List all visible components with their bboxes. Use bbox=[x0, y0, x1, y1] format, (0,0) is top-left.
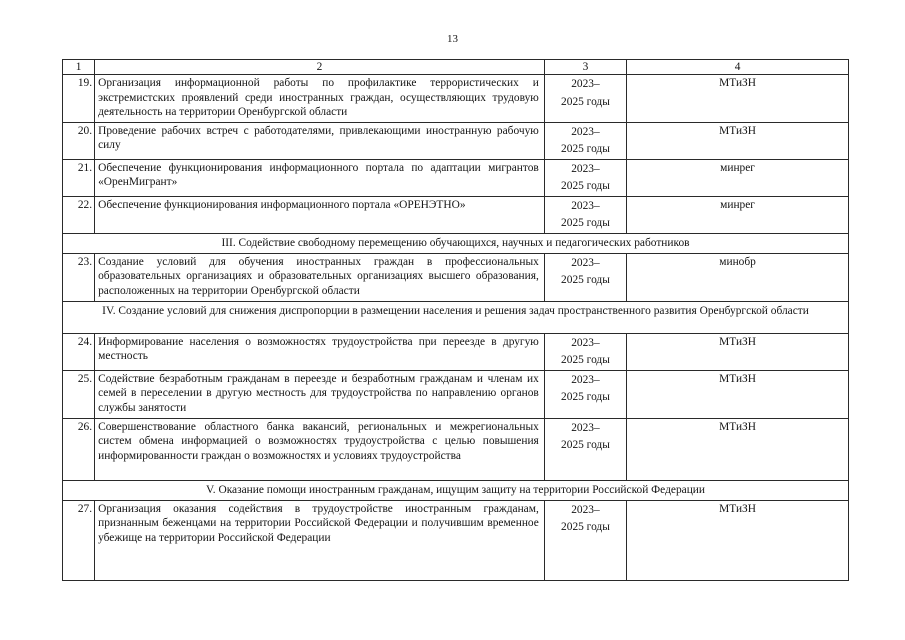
item-term bbox=[544, 75, 626, 123]
item-description: Обеспечение функционирования информационного портала по адаптации мигрантов «ОренМигрант» bbox=[95, 159, 545, 196]
term-start: 2023– bbox=[571, 199, 600, 212]
item-term bbox=[544, 253, 626, 301]
item-term bbox=[544, 333, 626, 370]
item-executor: МТиЗН bbox=[627, 75, 849, 123]
term-start: 2023– bbox=[571, 336, 600, 349]
item-number: 25. bbox=[63, 370, 95, 418]
item-number: 26. bbox=[63, 418, 95, 480]
item-term bbox=[544, 500, 626, 580]
term-end: 2025 годы bbox=[561, 439, 610, 452]
term-start: 2023– bbox=[571, 78, 600, 90]
item-executor: МТиЗН bbox=[627, 418, 849, 480]
term-end: 2025 годы bbox=[561, 180, 610, 193]
item-number: 21. bbox=[63, 159, 95, 196]
item-number: 23. bbox=[63, 253, 95, 301]
header-col-4: 4 bbox=[627, 60, 849, 75]
item-number: 27. bbox=[63, 500, 95, 580]
item-number: 24. bbox=[63, 333, 95, 370]
item-term bbox=[544, 159, 626, 196]
section-title: IV. Создание условий для снижения диспропорции в размещении населения и решения задач пространственного развития Оренбургской области bbox=[63, 301, 849, 333]
header-col-2: 2 bbox=[95, 60, 545, 75]
section-row bbox=[63, 301, 849, 333]
header-col-1: 1 bbox=[63, 60, 95, 75]
item-description: Организация информационной работы по профилактике террористических и экстремистских проявлений среди иностранных граждан, осуществляющих трудовую деятельность на территории Оренбургской области bbox=[95, 75, 545, 123]
table-body bbox=[63, 60, 849, 581]
item-description: Содействие безработным гражданам в переезде и безработным гражданам и членам их семей в переселении в другую местность для трудоустройства по направлению органов службы занятости bbox=[95, 370, 545, 418]
section-row bbox=[63, 233, 849, 253]
item-executor: МТиЗН bbox=[627, 370, 849, 418]
item-number: 22. bbox=[63, 196, 95, 233]
section-title: III. Содействие свободному перемещению обучающихся, научных и педагогических работников bbox=[63, 233, 849, 253]
section-title: V. Оказание помощи иностранным гражданам, ищущим защиту на территории Российской Федерации bbox=[63, 480, 849, 500]
item-term bbox=[544, 418, 626, 480]
item-description: Создание условий для обучения иностранных граждан в профессиональных образовательных организациях и образовательных организациях высшего образования, расположенных на территории Оренбургской области bbox=[95, 253, 545, 301]
table-row bbox=[63, 122, 849, 159]
item-executor: МТиЗН bbox=[627, 333, 849, 370]
section-row bbox=[63, 480, 849, 500]
item-executor: минобр bbox=[627, 253, 849, 301]
term-end: 2025 годы bbox=[561, 391, 610, 404]
item-number: 19. bbox=[63, 75, 95, 123]
table-row bbox=[63, 500, 849, 580]
item-description: Проведение рабочих встреч с работодателями, привлекающими иностранную рабочую силу bbox=[95, 122, 545, 159]
table-row bbox=[63, 370, 849, 418]
item-description: Информирование населения о возможностях трудоустройства при переезде в другую местность bbox=[95, 333, 545, 370]
header-col-3: 3 bbox=[544, 60, 626, 75]
item-term bbox=[544, 122, 626, 159]
item-executor: МТиЗН bbox=[627, 500, 849, 580]
table-row bbox=[63, 75, 849, 123]
item-description: Обеспечение функционирования информационного портала «ОРЕНЭТНО» bbox=[95, 196, 545, 233]
table-row bbox=[63, 196, 849, 233]
item-term bbox=[544, 196, 626, 233]
term-start: 2023– bbox=[571, 256, 600, 269]
action-plan-table bbox=[62, 59, 849, 581]
term-end: 2025 годы bbox=[561, 217, 610, 230]
page-number: 13 bbox=[447, 33, 458, 45]
term-start: 2023– bbox=[571, 373, 600, 386]
term-start: 2023– bbox=[571, 421, 600, 434]
item-executor: минрег bbox=[627, 159, 849, 196]
header-row bbox=[63, 60, 849, 75]
term-end: 2025 годы bbox=[561, 143, 610, 156]
table-row bbox=[63, 418, 849, 480]
table-row bbox=[63, 159, 849, 196]
item-description: Совершенствование областного банка вакансий, региональных и межрегиональных систем обмена информацией о возможностях трудоустройства с целью повышения информированности граждан о возможностях и условиях трудоустройства bbox=[95, 418, 545, 480]
term-end: 2025 годы bbox=[561, 95, 610, 108]
table-row bbox=[63, 253, 849, 301]
table-row bbox=[63, 333, 849, 370]
term-end: 2025 годы bbox=[561, 521, 610, 534]
term-start: 2023– bbox=[571, 162, 600, 175]
item-executor: минрег bbox=[627, 196, 849, 233]
item-executor: МТиЗН bbox=[627, 122, 849, 159]
term-start: 2023– bbox=[571, 125, 600, 138]
item-description: Организация оказания содействия в трудоустройстве иностранным гражданам, признанным беженцами на территории Российской Федерации и получившим временное убежище на территории Российской Федерации bbox=[95, 500, 545, 580]
item-number: 20. bbox=[63, 122, 95, 159]
term-end: 2025 годы bbox=[561, 354, 610, 367]
term-end: 2025 годы bbox=[561, 274, 610, 287]
term-start: 2023– bbox=[571, 503, 600, 516]
item-term bbox=[544, 370, 626, 418]
